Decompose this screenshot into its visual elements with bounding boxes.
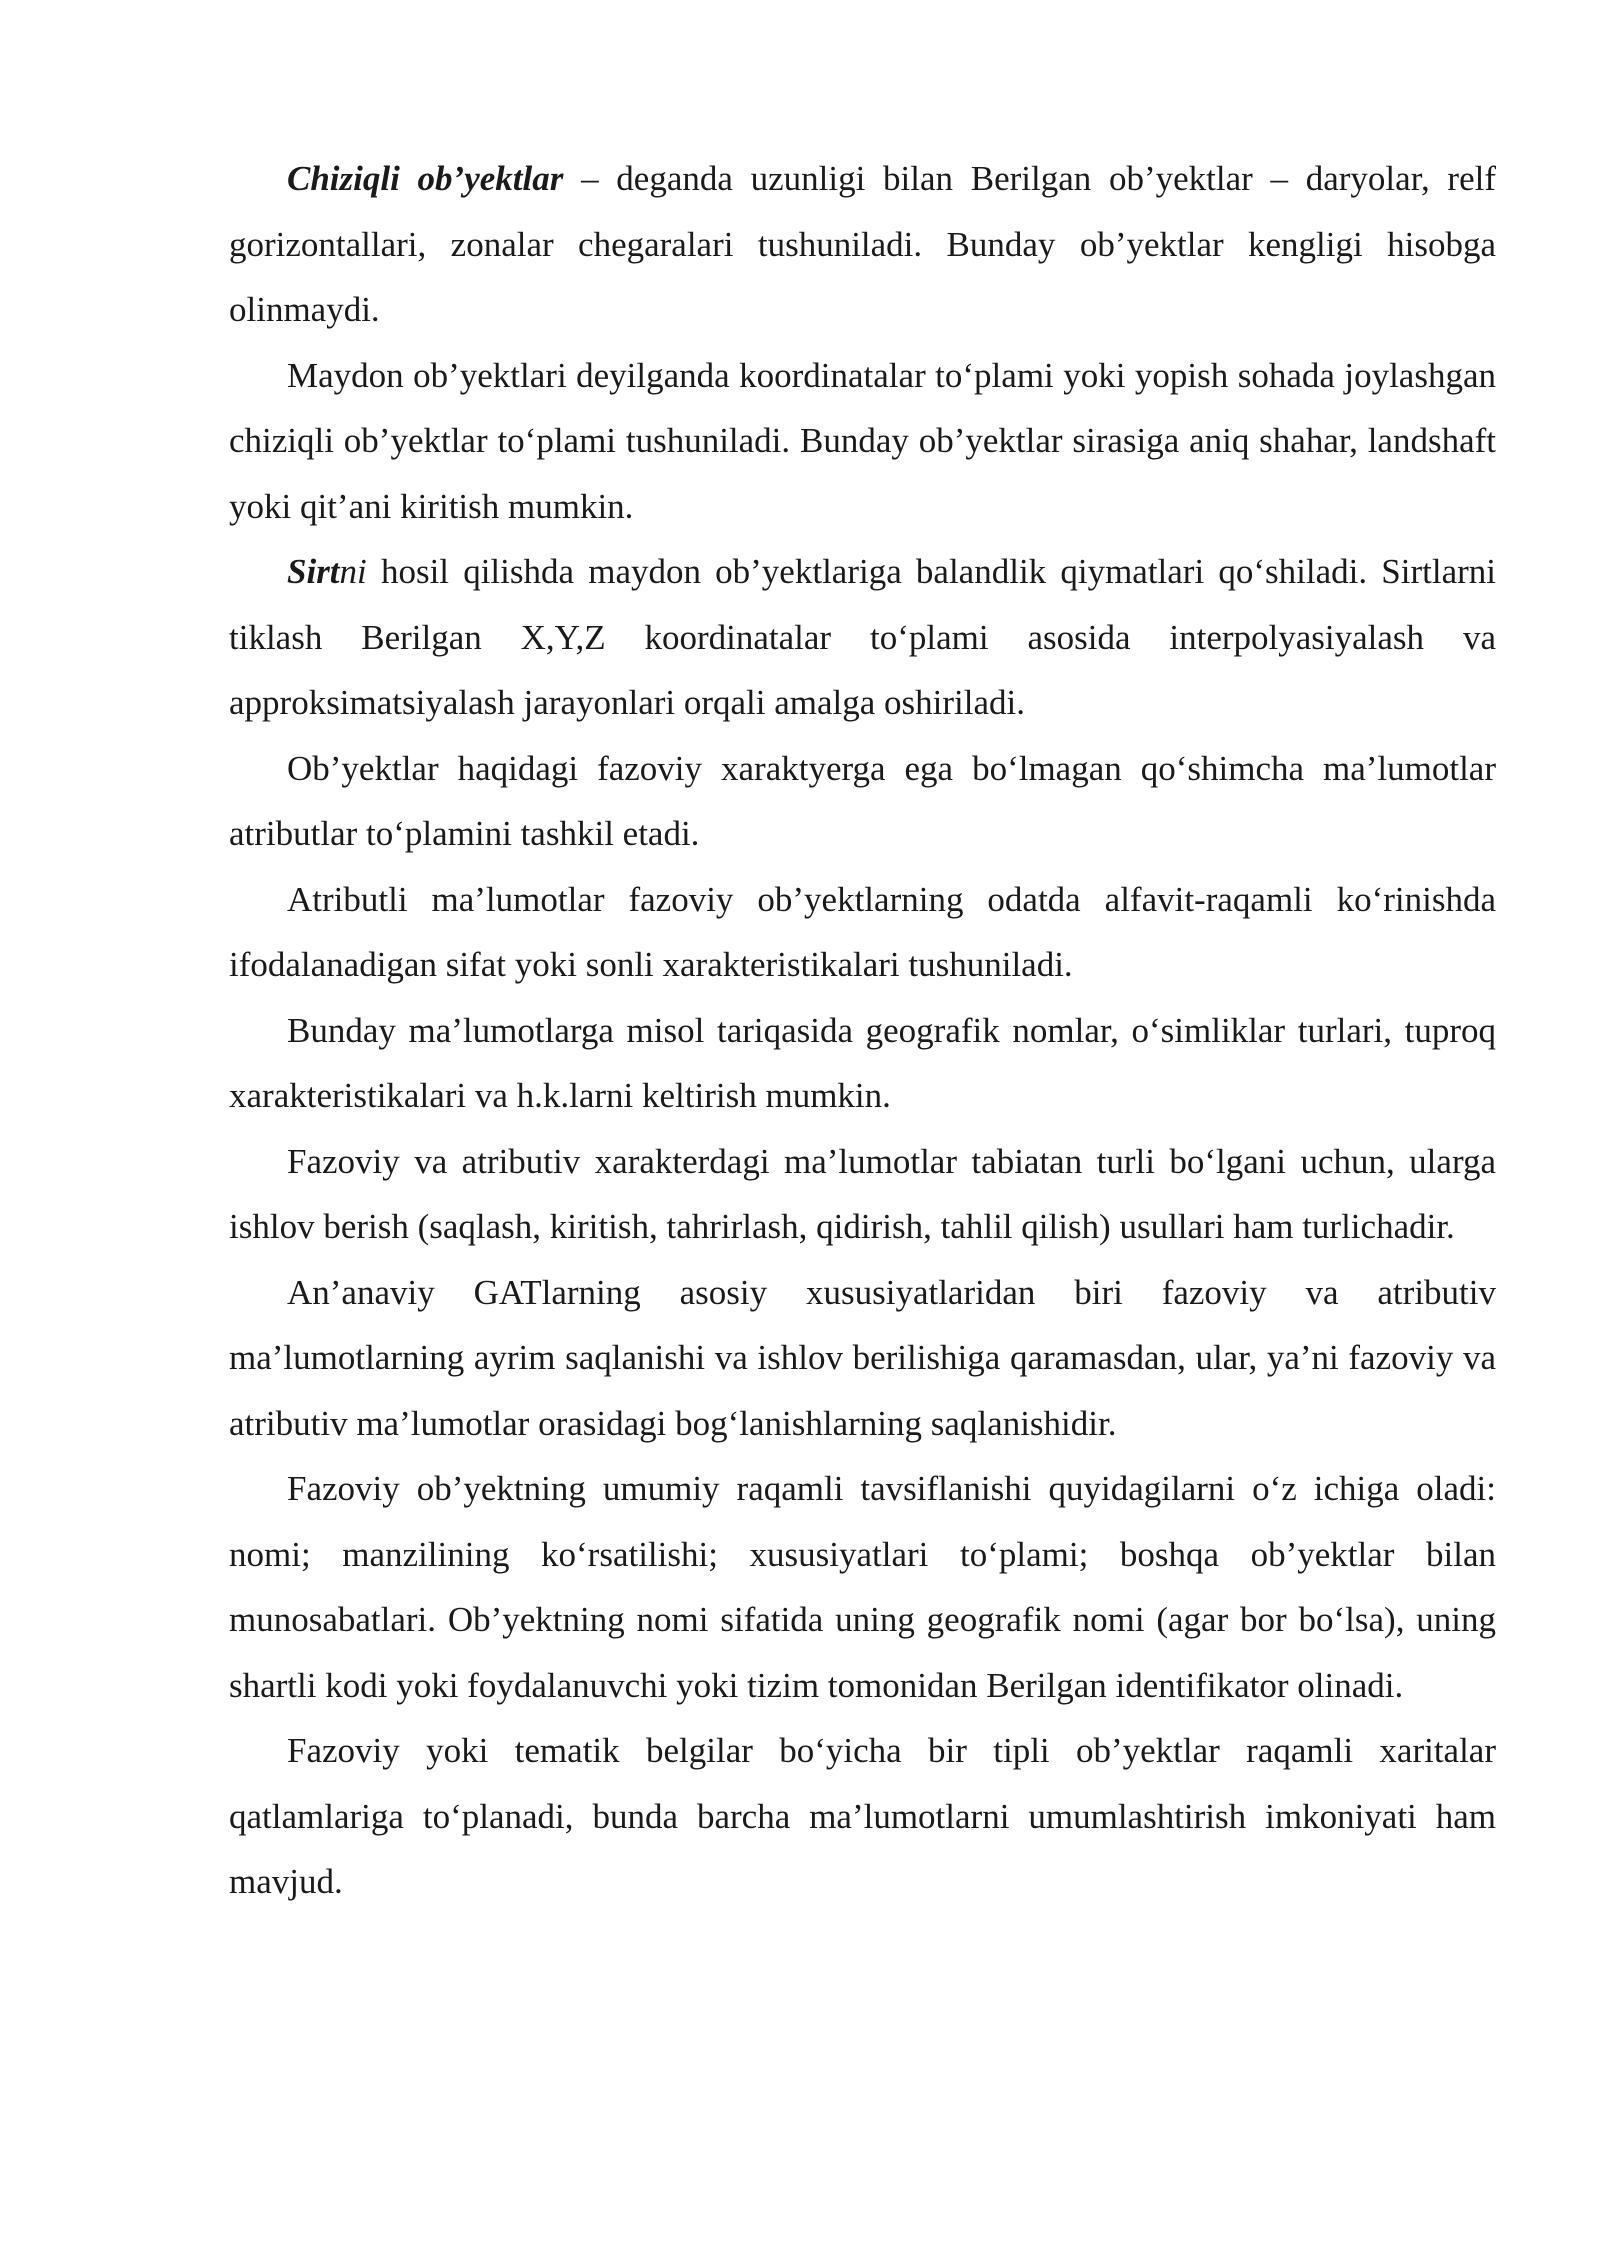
paragraph-text: Atributli ma’lumotlar fazoviy ob’yektlarning odatda alfavit-raqamli ko‘rinishda ifodalanadigan sifat yoki sonli xarakteristikalari tushuniladi. bbox=[229, 879, 1496, 984]
paragraph-examples bbox=[229, 998, 1496, 1129]
paragraph-text: An’anaviy GATlarning asosiy xususiyatlaridan biri fazoviy va atributiv ma’lumotlarning ayrim saqlanishi va ishlov berilishiga qaramasdan, ular, ya’ni fazoviy va atributiv ma’lumotlar orasidagi bog‘lanishlarning saqlanishidir. bbox=[229, 1272, 1496, 1443]
paragraph-gis-features bbox=[229, 1260, 1496, 1457]
paragraph-layers bbox=[229, 1718, 1496, 1915]
paragraph-processing bbox=[229, 1129, 1496, 1260]
paragraph-text: Fazoviy ob’yektning umumiy raqamli tavsiflanishi quyidagilarni o‘z ichiga oladi: nomi; manzilining ko‘rsatilishi; xususiyatlari to‘plami; boshqa ob’yektlar bilan munosabatlari. Ob’yektning nomi sifatida uning geografik nomi (agar bor bo‘lsa), uning shartli kodi yoki foydalanuvchi yoki tizim tomonidan Berilgan identifikator olinadi. bbox=[229, 1469, 1496, 1705]
paragraph-linear-objects bbox=[229, 146, 1496, 343]
paragraph-surfaces bbox=[229, 539, 1496, 736]
paragraph-text: – deganda uzunligi bilan Berilgan ob’yektlar – daryolar, relf gorizontallari, zonalar chegaralari tushuniladi. Bunday ob’yektlar kengligi hisobga olinmaydi. bbox=[229, 159, 1496, 329]
paragraph-text: Fazoviy va atributiv xarakterdagi ma’lumotlar tabiatan turli bo‘lgani uchun, ularga ishlov berish (saqlash, kiritish, tahrirlash, qidirish, tahlil qilish) usullari ham turlichadir. bbox=[229, 1141, 1496, 1246]
paragraph-text: Bunday ma’lumotlarga misol tariqasida geografik nomlar, o‘simliklar turlari, tuproq xarakteristikalari va h.k.larni keltirish mumkin. bbox=[229, 1010, 1496, 1115]
paragraph-object-description bbox=[229, 1456, 1496, 1718]
paragraph-attribute-data bbox=[229, 867, 1496, 998]
document-page bbox=[229, 146, 1496, 1915]
paragraph-text: Maydon ob’yektlari deyilganda koordinatalar to‘plami yoki yopish sohada joylashgan chiziqli ob’yektlar to‘plami tushuniladi. Bunday ob’yektlar sirasiga aniq shahar, landshaft yoki qit’ani kiritish mumkin. bbox=[229, 355, 1496, 526]
term-surface: Sirt bbox=[287, 552, 340, 591]
term-surface-suffix: ni bbox=[339, 552, 367, 591]
paragraph-text: Fazoviy yoki tematik belgilar bo‘yicha bir tipli ob’yektlar raqamli xaritalar qatlamlariga to‘planadi, bunda barcha ma’lumotlarni umumlashtirish imkoniyati ham mavjud. bbox=[229, 1731, 1496, 1901]
paragraph-text: hosil qilishda maydon ob’yektlariga balandlik qiymatlari qo‘shiladi. Sirtlarni tiklash Berilgan X,Y,Z koordinatalar to‘plami asosida interpolyasiyalash va approksimatsiyalash jarayonlari orqali amalga oshiriladi. bbox=[229, 552, 1496, 722]
paragraph-area-objects bbox=[229, 343, 1496, 540]
paragraph-attributes bbox=[229, 736, 1496, 867]
paragraph-text: Ob’yektlar haqidagi fazoviy xaraktyerga ega bo‘lmagan qo‘shimcha ma’lumotlar atributlar to‘plamini tashkil etadi. bbox=[229, 748, 1496, 853]
term-linear-objects: Chiziqli ob’yektlar bbox=[287, 159, 564, 198]
